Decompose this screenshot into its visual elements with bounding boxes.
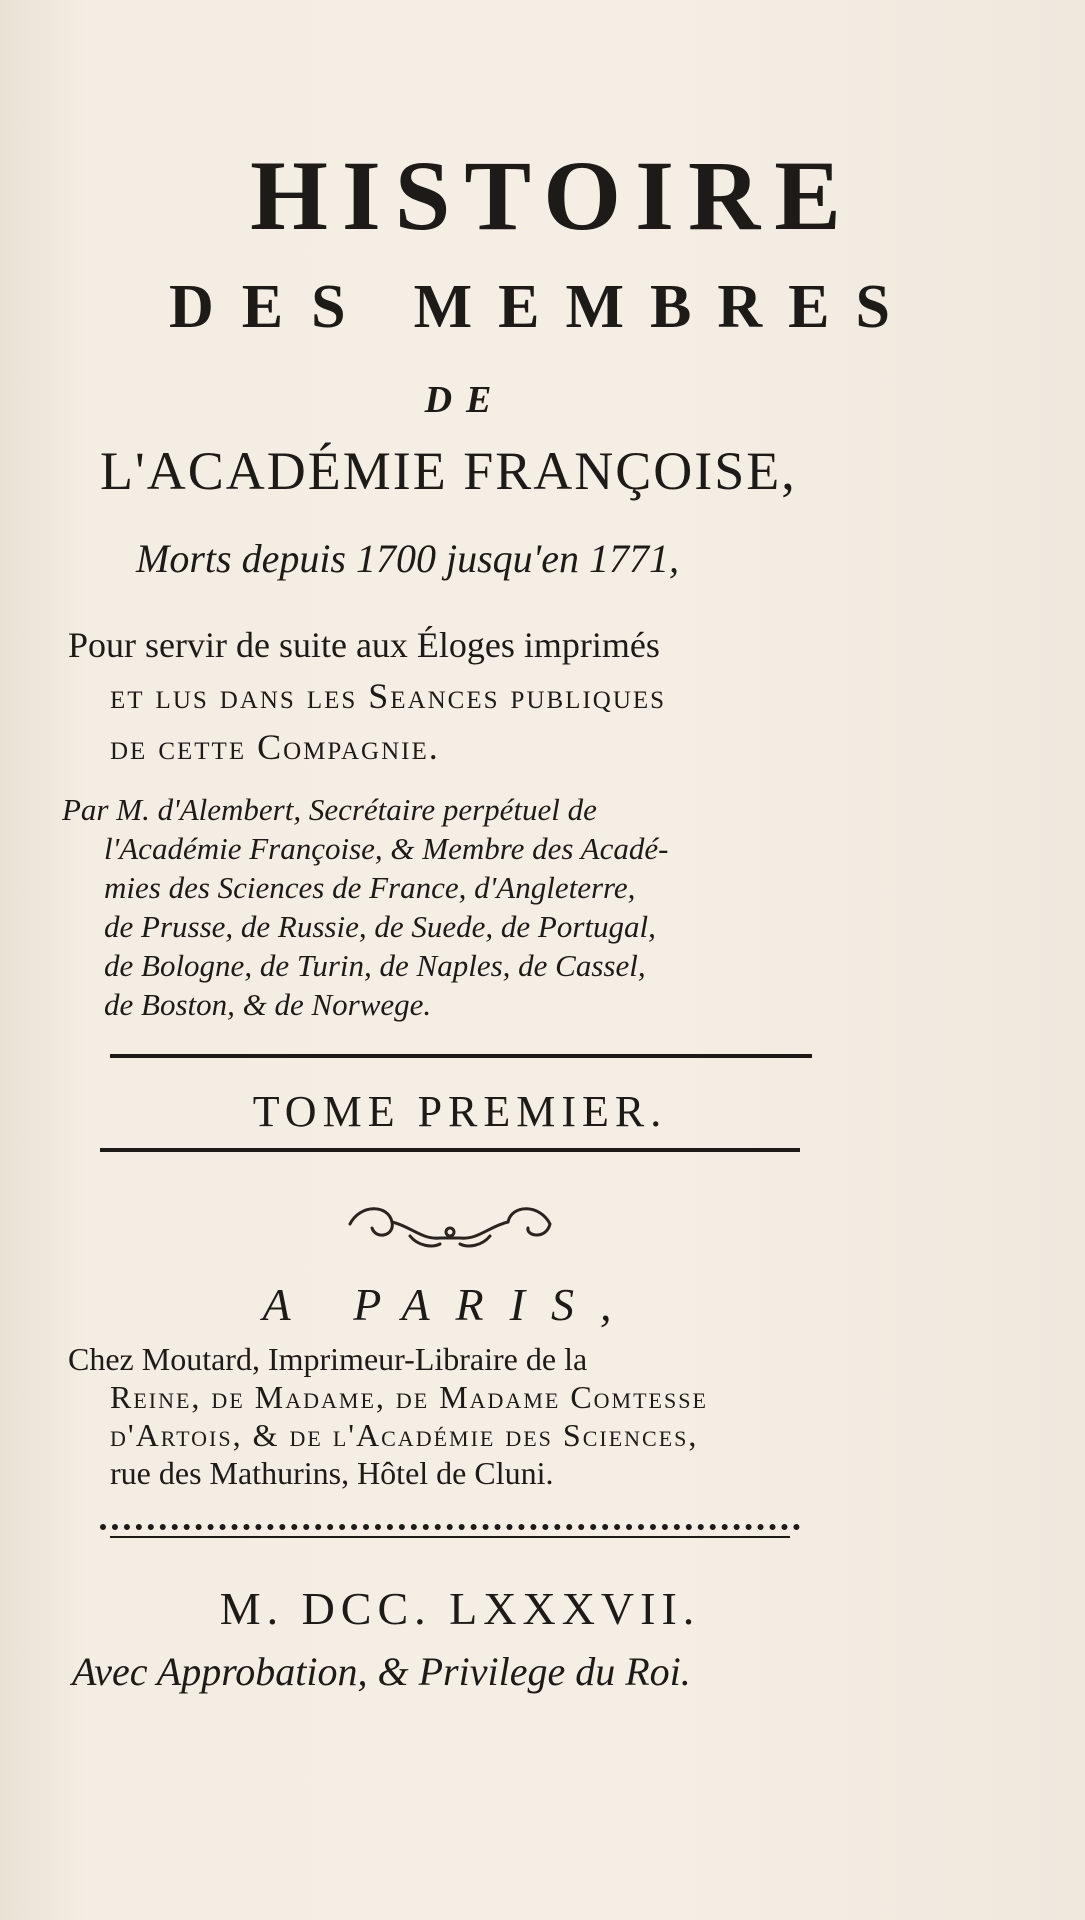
subtitle-de: DE — [424, 379, 506, 421]
rule-thin — [110, 1536, 790, 1538]
purpose-line-2: et lus dans les Seances publiques — [110, 676, 667, 716]
author-line-5: de Bologne, de Turin, de Naples, de Cassel, — [104, 948, 646, 983]
author-line-1: Par M. d'Alembert, Secrétaire perpétuel de — [62, 792, 597, 827]
author-line-3: mies des Sciences de France, d'Angleterre, — [104, 870, 636, 905]
subtitle-word-des: DES — [169, 273, 374, 341]
imprint-line-2: Reine, de Madame, de Madame Comtesse — [110, 1379, 708, 1415]
imprint-line-4: rue des Mathurins, Hôtel de Cluni. — [110, 1455, 554, 1491]
rule-top — [110, 1054, 812, 1058]
volume-label: TOME PREMIER. — [252, 1087, 668, 1136]
imprint-city: A PARIS, — [262, 1279, 638, 1330]
purpose-line-3: de cette Compagnie. — [110, 727, 440, 767]
imprint-line-1: Chez Moutard, Imprimeur-Libraire de la — [68, 1341, 588, 1377]
author-line-4: de Prusse, de Russie, de Suede, de Portugal, — [104, 909, 656, 944]
ornament-icon — [340, 1196, 560, 1256]
purpose-line-1: Pour servir de suite aux Éloges imprimés — [68, 625, 660, 665]
publication-date: M. DCC. LXXXVII. — [219, 1583, 701, 1634]
imprint-line-3: d'Artois, & de l'Académie des Sciences, — [110, 1417, 699, 1453]
subtitle-word-membres: MEMBRES — [413, 273, 916, 341]
main-title: HISTOIRE — [250, 140, 855, 251]
author-line-2: l'Académie Françoise, & Membre des Acadé- — [104, 831, 669, 866]
rule-ornamental — [100, 1524, 800, 1530]
subtitle-academie: L'ACADÉMIE FRANÇOISE, — [100, 441, 797, 501]
author-line-6: de Boston, & de Norwege. — [104, 987, 432, 1022]
rule-bottom — [100, 1148, 800, 1152]
author-block — [62, 790, 862, 1024]
approbation-line: Avec Approbation, & Privilege du Roi. — [72, 1649, 691, 1694]
subtitle-members — [0, 272, 1085, 343]
subtitle-dates: Morts depuis 1700 jusqu'en 1771, — [136, 536, 679, 581]
imprint-block — [68, 1340, 868, 1492]
purpose-block — [68, 620, 858, 773]
